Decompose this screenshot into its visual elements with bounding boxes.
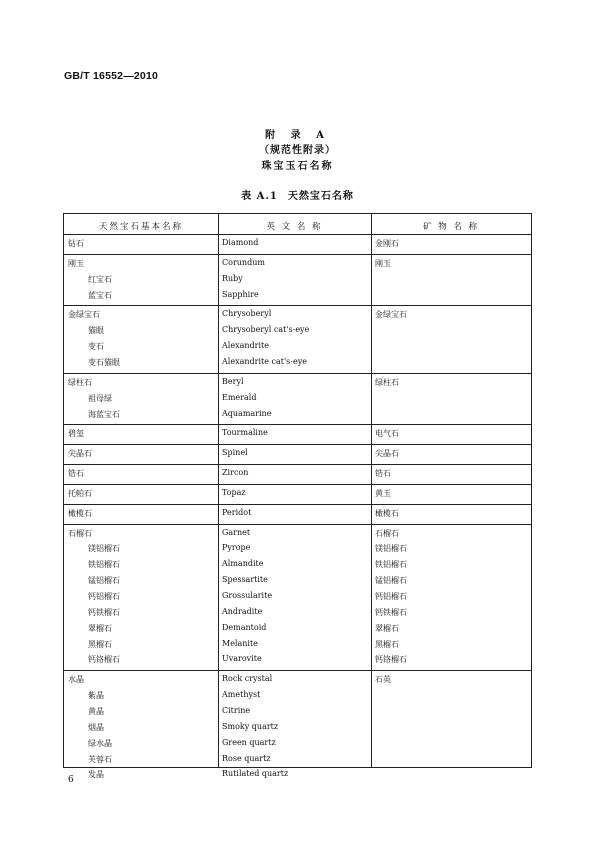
column-header-english-name: 英 文 名 称 <box>266 222 323 232</box>
cell-chinese-name: 紫晶 <box>88 691 104 701</box>
cell-english-name: Rutilated quartz <box>222 769 289 779</box>
cell-chinese-name: 尖晶石 <box>68 449 92 459</box>
appendix-name: 珠宝玉石名称 <box>261 161 334 172</box>
cell-chinese-name: 绿水晶 <box>88 738 112 748</box>
header-rule <box>64 234 531 235</box>
cell-english-name: Diamond <box>222 238 259 247</box>
table-caption-title: 天然宝石名称 <box>287 191 354 202</box>
cell-mineral-name: 石榴石 <box>375 528 399 538</box>
cell-chinese-name: 托帕石 <box>68 488 92 498</box>
cell-mineral-name: 黄玉 <box>375 488 391 498</box>
cell-mineral-name: 金绿宝石 <box>375 310 407 320</box>
cell-chinese-name: 黑榴石 <box>88 639 112 649</box>
cell-chinese-name: 金绿宝石 <box>68 310 100 320</box>
cell-english-name: Uvarovite <box>222 654 262 664</box>
cell-mineral-name: 锆石 <box>375 469 391 479</box>
cell-mineral-name: 尖晶石 <box>375 449 399 459</box>
cell-mineral-name: 钙铝榴石 <box>375 592 407 601</box>
group-separator <box>64 484 531 485</box>
cell-chinese-name: 钙铬榴石 <box>88 655 120 665</box>
group-separator <box>64 524 531 525</box>
cell-chinese-name: 蓝宝石 <box>88 290 112 300</box>
cell-english-name: Beryl <box>222 376 244 386</box>
cell-english-name: Garnet <box>222 527 251 537</box>
cell-mineral-name: 橄榄石 <box>375 508 399 518</box>
cell-chinese-name: 铁铝榴石 <box>88 560 120 570</box>
cell-chinese-name: 发晶 <box>88 770 104 780</box>
cell-english-name: Tourmaline <box>222 428 268 438</box>
cell-chinese-name: 钙铁榴石 <box>88 607 120 617</box>
group-separator <box>64 670 531 671</box>
standard-code: GB/T 16552—2010 <box>64 70 159 82</box>
cell-chinese-name: 石榴石 <box>68 528 92 538</box>
cell-mineral-name: 锰铝榴石 <box>375 576 407 586</box>
cell-chinese-name: 橄榄石 <box>68 508 92 518</box>
cell-english-name: Zircon <box>222 468 249 478</box>
cell-english-name: Topaz <box>222 487 246 497</box>
cell-chinese-name: 钙铝榴石 <box>88 592 120 601</box>
cell-chinese-name: 红宝石 <box>88 274 112 284</box>
cell-chinese-name: 锆石 <box>68 469 84 479</box>
appendix-title: 附 录 A <box>265 130 330 141</box>
cell-chinese-name: 钻石 <box>68 239 84 248</box>
cell-mineral-name: 镁铝榴石 <box>375 544 407 554</box>
cell-chinese-name: 芙蓉石 <box>88 754 112 764</box>
cell-chinese-name: 黄晶 <box>88 706 104 716</box>
cell-english-name: Sapphire <box>222 289 259 299</box>
cell-chinese-name: 变石猫眼 <box>88 357 120 367</box>
cell-english-name: Demantoid <box>222 622 267 632</box>
cell-chinese-name: 碧玺 <box>68 429 84 439</box>
cell-english-name: Ruby <box>222 273 243 283</box>
cell-mineral-name: 电气石 <box>375 429 399 439</box>
cell-chinese-name: 锰铝榴石 <box>88 576 120 586</box>
cell-english-name: Alexandrite cat's-eye <box>222 356 307 366</box>
gem-name-table <box>63 213 532 780</box>
group-separator <box>64 305 531 306</box>
cell-chinese-name: 镁铝榴石 <box>88 544 120 554</box>
cell-english-name: Melanite <box>222 638 258 648</box>
cell-chinese-name: 变石 <box>88 342 104 352</box>
cell-mineral-name: 钙铬榴石 <box>375 655 407 665</box>
column-header-mineral-name: 矿 物 名 称 <box>422 222 480 232</box>
cell-chinese-name: 海蓝宝石 <box>88 409 120 419</box>
cell-chinese-name: 烟晶 <box>88 722 104 732</box>
cell-english-name: Almandite <box>222 559 264 569</box>
group-separator <box>64 444 531 445</box>
table-caption <box>0 187 595 202</box>
cell-mineral-name: 翠榴石 <box>375 623 399 633</box>
cell-mineral-name: 刚玉 <box>375 258 391 268</box>
cell-english-name: Spessartite <box>222 575 268 585</box>
cell-chinese-name: 猫眼 <box>88 326 104 336</box>
group-separator <box>64 504 531 505</box>
cell-mineral-name: 金刚石 <box>375 239 399 248</box>
group-separator <box>64 424 531 425</box>
cell-english-name: Alexandrite <box>222 341 269 351</box>
cell-english-name: Rose quartz <box>222 753 271 763</box>
cell-mineral-name: 钙铁榴石 <box>375 607 407 617</box>
cell-english-name: Rock crystal <box>222 674 273 684</box>
appendix-subtitle: （规范性附录） <box>259 145 336 156</box>
column-header-chinese-name: 天然宝石基本名称 <box>98 222 183 232</box>
cell-english-name: Grossularite <box>222 591 273 600</box>
cell-english-name: Corundum <box>222 257 265 267</box>
table-caption-number: 表 A.1 <box>241 191 278 202</box>
cell-english-name: Emerald <box>222 392 257 402</box>
cell-chinese-name: 祖母绿 <box>88 393 112 403</box>
cell-english-name: Citrine <box>222 705 251 715</box>
cell-english-name: Spinel <box>222 448 248 458</box>
page-number: 6 <box>68 775 74 785</box>
cell-english-name: Chrysoberyl <box>222 309 272 319</box>
column-divider <box>371 214 372 767</box>
cell-english-name: Amethyst <box>222 690 261 700</box>
cell-chinese-name: 刚玉 <box>68 258 84 268</box>
group-separator <box>64 254 531 255</box>
cell-english-name: Peridot <box>222 507 252 517</box>
cell-mineral-name: 黑榴石 <box>375 639 399 649</box>
cell-english-name: Smoky quartz <box>222 721 279 731</box>
cell-mineral-name: 绿柱石 <box>375 377 399 387</box>
cell-chinese-name: 水晶 <box>68 675 84 685</box>
cell-english-name: Chrysoberyl cat's-eye <box>222 325 310 335</box>
column-divider <box>218 214 219 767</box>
cell-english-name: Andradite <box>222 606 263 616</box>
group-separator <box>64 464 531 465</box>
group-separator <box>64 373 531 374</box>
cell-mineral-name: 石英 <box>375 675 391 685</box>
cell-english-name: Aquamarine <box>222 408 272 418</box>
cell-english-name: Green quartz <box>222 737 276 747</box>
cell-chinese-name: 翠榴石 <box>88 623 112 633</box>
cell-chinese-name: 绿柱石 <box>68 377 92 387</box>
cell-english-name: Pyrope <box>222 543 251 553</box>
cell-mineral-name: 铁铝榴石 <box>375 560 407 570</box>
